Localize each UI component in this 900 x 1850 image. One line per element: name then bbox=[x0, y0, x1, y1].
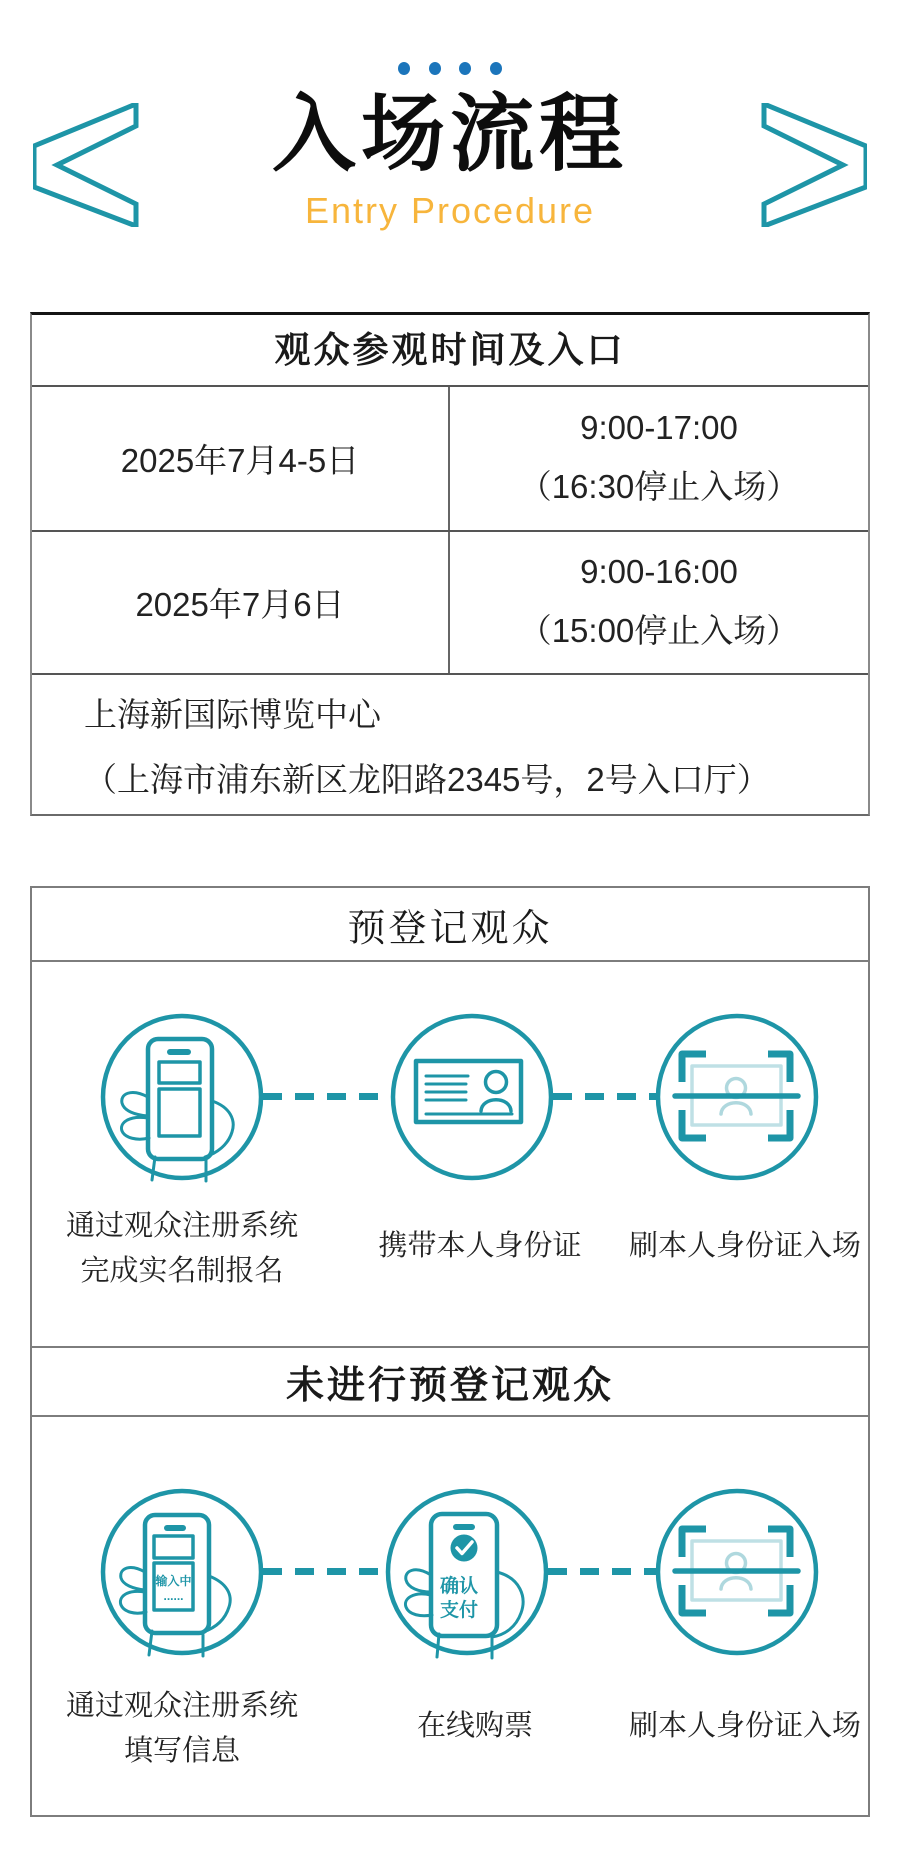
time-note: （15:00停止入场） bbox=[518, 612, 800, 649]
svg-text:支付: 支付 bbox=[439, 1600, 479, 1621]
flow-connector-dashed bbox=[548, 1568, 656, 1575]
date-cell: 2025年7月4-5日 bbox=[32, 387, 450, 530]
schedule-table-title: 观众参观时间及入口 bbox=[32, 315, 868, 387]
venue-cell bbox=[32, 675, 868, 814]
time-value: 9:00-16:00 bbox=[580, 553, 738, 590]
id-card-icon bbox=[384, 1004, 560, 1190]
page-subtitle: Entry Procedure bbox=[304, 190, 596, 231]
step-label: 刷本人身份证入场 bbox=[628, 1230, 861, 1262]
registration-flow-box bbox=[30, 886, 870, 1817]
svg-text:输入中: 输入中 bbox=[155, 1574, 192, 1588]
venue-address: （上海市浦东新区龙阳路2345号，2号入口厅） bbox=[84, 760, 770, 798]
dot-icon bbox=[490, 62, 502, 75]
time-cell bbox=[450, 532, 868, 673]
decorative-dots bbox=[398, 62, 502, 75]
step-label: 携带本人身份证 bbox=[378, 1230, 582, 1262]
flow-connector-dashed bbox=[263, 1568, 388, 1575]
preregistered-title: 预登记观众 bbox=[32, 888, 868, 962]
table-row bbox=[32, 532, 868, 675]
preregistered-flow bbox=[32, 962, 868, 1346]
dot-icon bbox=[398, 62, 410, 75]
id-scan-icon bbox=[649, 1004, 825, 1190]
time-value: 9:00-17:00 bbox=[580, 409, 738, 446]
time-note: （16:30停止入场） bbox=[518, 468, 800, 505]
svg-text:......: ...... bbox=[163, 1589, 184, 1603]
flow-connector-dashed bbox=[263, 1093, 391, 1100]
dot-icon bbox=[459, 62, 471, 75]
step-label: 在线购票 bbox=[416, 1710, 533, 1742]
date-cell: 2025年7月6日 bbox=[32, 532, 450, 673]
svg-text:确认: 确认 bbox=[439, 1576, 479, 1597]
schedule-table bbox=[30, 312, 870, 816]
step-label: 刷本人身份证入场 bbox=[628, 1710, 861, 1742]
step-label: 通过观众注册系统 完成实名制报名 bbox=[65, 1210, 298, 1287]
phone-input-icon bbox=[94, 1479, 270, 1665]
phone-register-icon bbox=[94, 1004, 270, 1190]
venue-name: 上海新国际博览中心 bbox=[84, 695, 381, 733]
page-title: 入场流程 bbox=[271, 87, 628, 181]
dot-icon bbox=[429, 62, 441, 75]
id-scan-icon bbox=[649, 1479, 825, 1665]
step-label: 通过观众注册系统 填写信息 bbox=[65, 1690, 298, 1767]
time-cell bbox=[450, 387, 868, 530]
not-preregistered-title: 未进行预登记观众 bbox=[32, 1346, 868, 1417]
phone-pay-icon bbox=[379, 1479, 555, 1665]
not-preregistered-flow bbox=[32, 1417, 868, 1815]
table-row bbox=[32, 387, 868, 532]
flow-connector-dashed bbox=[553, 1093, 658, 1100]
